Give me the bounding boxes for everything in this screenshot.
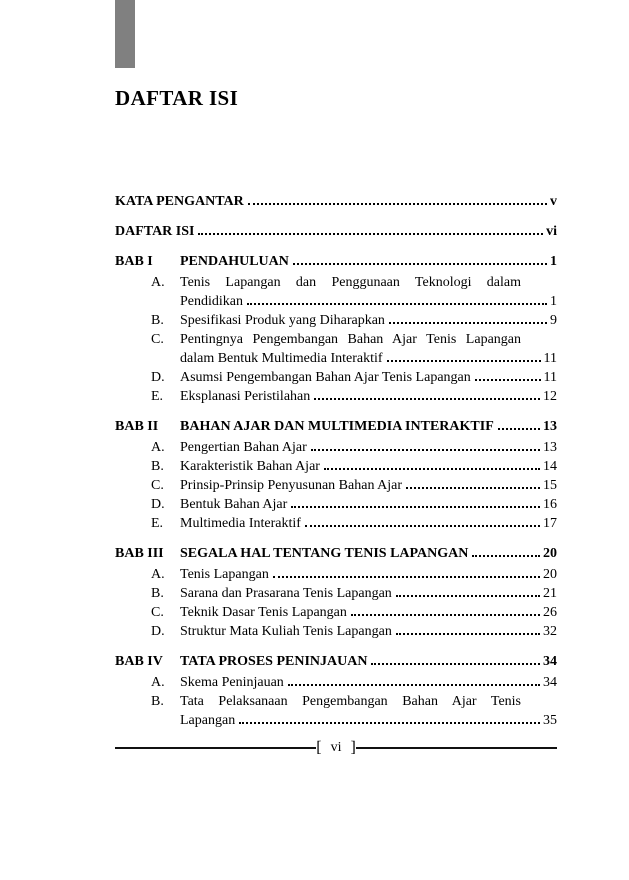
toc-entry-page: 21 (543, 586, 557, 601)
toc-entry-body (180, 584, 557, 603)
toc-entry-page: 32 (543, 624, 557, 639)
toc-entry-label: A. (151, 567, 165, 582)
toc-entry-page: 17 (543, 516, 557, 531)
toc-entry-text-line: Tata Pelaksanaan Pengembangan Bahan Ajar Tenis (180, 694, 521, 709)
toc-entry-page: 20 (543, 567, 557, 582)
toc-entry-leader-line (180, 603, 557, 622)
toc-entry (115, 330, 557, 368)
toc-entry-leader-line (180, 311, 557, 330)
toc-entry-body (180, 311, 557, 330)
toc-entry-page: 1 (550, 254, 557, 269)
toc-entry-leader-line (180, 495, 557, 514)
toc-entry-page: 20 (543, 546, 557, 561)
header-accent-bar (115, 0, 135, 68)
toc-entry-page: 12 (543, 389, 557, 404)
toc-entry (115, 438, 557, 457)
dot-leader (406, 487, 540, 489)
toc-entry (115, 584, 557, 603)
toc-entry-leader-line (180, 349, 557, 368)
dot-leader (247, 303, 547, 305)
toc-entry-leader-line (115, 222, 557, 241)
toc-entry-text: Sarana dan Prasarana Tenis Lapangan (180, 586, 392, 601)
toc-entry-label: BAB III (115, 546, 164, 561)
dot-leader (248, 203, 547, 205)
toc-entry-label: A. (151, 675, 165, 690)
toc-entry-text: PENDAHULUAN (180, 254, 289, 269)
toc-entry-text: Tenis Lapangan (180, 567, 269, 582)
toc-entry (115, 514, 557, 533)
dot-leader (387, 360, 541, 362)
toc-entry-text-line: Pentingnya Pengembangan Bahan Ajar Tenis Lapangan (180, 332, 521, 347)
toc-entry-label: BAB II (115, 419, 159, 434)
toc-entry-body (180, 514, 557, 533)
toc-entry-body (180, 544, 557, 563)
dot-leader (288, 684, 540, 686)
dot-leader (305, 525, 540, 527)
toc-entry-body (180, 330, 557, 368)
footer-bracket-close: ] (350, 739, 356, 756)
toc-entry-page: 9 (550, 313, 557, 328)
toc-entry-label: C. (151, 332, 164, 347)
toc-entry-text: Prinsip-Prinsip Penyusunan Bahan Ajar (180, 478, 403, 493)
toc-entry-text: Asumsi Pengembangan Bahan Ajar Tenis Lapangan (180, 370, 471, 385)
dot-leader (351, 614, 540, 616)
toc-entry-leader-line (180, 476, 557, 495)
toc-entry-label: D. (151, 370, 165, 385)
toc-entry-page: 11 (543, 351, 557, 366)
toc-entry-label: C. (151, 478, 164, 493)
toc-entry-page: v (550, 194, 557, 209)
toc-list (115, 181, 557, 730)
dot-leader (498, 428, 540, 430)
toc-entry-body (180, 476, 557, 495)
toc-entry-leader-line (180, 368, 557, 387)
dot-leader (371, 663, 540, 665)
toc-entry-leader-line (180, 457, 557, 476)
dot-leader (324, 468, 540, 470)
toc-entry (115, 311, 557, 330)
page-title: DAFTAR ISI (115, 86, 239, 110)
toc-entry-label: B. (151, 586, 164, 601)
toc-entry-text: Skema Peninjauan (180, 675, 284, 690)
toc-entry-leader-line (180, 292, 557, 311)
toc-entry-page: 34 (543, 675, 557, 690)
dot-leader (273, 576, 540, 578)
toc-entry-body (180, 603, 557, 622)
toc-entry (115, 252, 557, 271)
toc-entry-body (180, 457, 557, 476)
dot-leader (396, 595, 540, 597)
toc-entry-body (115, 222, 557, 241)
toc-entry-text: Struktur Mata Kuliah Tenis Lapangan (180, 624, 392, 639)
toc-entry-label: D. (151, 497, 165, 512)
toc-entry-text: Pendidikan (180, 294, 243, 309)
toc-entry-page: 14 (543, 459, 557, 474)
toc-entry-page: 13 (543, 440, 557, 455)
toc-entry-text-line: Tenis Lapangan dan Penggunaan Teknologi dalam (180, 275, 521, 290)
toc-entry-leader-line (180, 652, 557, 671)
toc-entry (115, 476, 557, 495)
toc-entry-leader-line (180, 514, 557, 533)
toc-entry-text: Spesifikasi Produk yang Diharapkan (180, 313, 385, 328)
toc-entry-label: A. (151, 275, 165, 290)
toc-entry-text: DAFTAR ISI (115, 224, 195, 239)
toc-entry-label: BAB IV (115, 654, 163, 669)
toc-entry-leader-line (180, 438, 557, 457)
toc-entry-text: TATA PROSES PENINJAUAN (180, 654, 368, 669)
footer-bracket-open: [ (316, 739, 322, 756)
toc-entry (115, 495, 557, 514)
toc-entry-text: Karakteristik Bahan Ajar (180, 459, 320, 474)
toc-entry-body (180, 673, 557, 692)
toc-entry-body (180, 652, 557, 671)
toc-entry-text: dalam Bentuk Multimedia Interaktif (180, 351, 383, 366)
dot-leader (311, 449, 540, 451)
toc-entry-text: Lapangan (180, 713, 236, 728)
toc-entry-leader-line (180, 565, 557, 584)
toc-entry-label: C. (151, 605, 164, 620)
toc-entry (115, 457, 557, 476)
toc-entry (115, 417, 557, 436)
toc-entry (115, 387, 557, 406)
toc-entry-text: Bentuk Bahan Ajar (180, 497, 288, 512)
toc-entry (115, 273, 557, 311)
toc-entry-text: SEGALA HAL TENTANG TENIS LAPANGAN (180, 546, 469, 561)
toc-entry-text: Pengertian Bahan Ajar (180, 440, 307, 455)
toc-entry-body (180, 622, 557, 641)
toc-entry-leader-line (180, 417, 557, 436)
toc-entry (115, 565, 557, 584)
dot-leader (475, 379, 541, 381)
toc-entry-body (180, 252, 557, 271)
toc-entry-text: Teknik Dasar Tenis Lapangan (180, 605, 347, 620)
dot-leader (198, 233, 543, 235)
toc-entry-label: BAB I (115, 254, 153, 269)
toc-entry-label: B. (151, 313, 164, 328)
toc-entry-label: E. (151, 516, 164, 531)
toc-entry (115, 652, 557, 671)
toc-entry (115, 673, 557, 692)
toc-entry-leader-line (180, 622, 557, 641)
toc-entry-body (180, 495, 557, 514)
toc-entry-body (115, 192, 557, 211)
toc-entry-page: 13 (543, 419, 557, 434)
toc-entry (115, 622, 557, 641)
dot-leader (314, 398, 540, 400)
toc-entry-body (180, 438, 557, 457)
toc-entry-page: 34 (543, 654, 557, 669)
toc-entry (115, 544, 557, 563)
toc-entry-page: 26 (543, 605, 557, 620)
toc-entry-text: BAHAN AJAR DAN MULTIMEDIA INTERAKTIF (180, 419, 494, 434)
toc-entry-page: 1 (550, 294, 557, 309)
footer-rule-right (356, 747, 557, 749)
toc-entry-leader-line (180, 387, 557, 406)
toc-entry-body (180, 417, 557, 436)
dot-leader (389, 322, 547, 324)
toc-entry-page: 35 (543, 713, 557, 728)
toc-entry-label: E. (151, 389, 164, 404)
toc-entry (115, 603, 557, 622)
toc-entry-body (180, 273, 557, 311)
toc-entry-body (180, 387, 557, 406)
toc-entry-body (180, 368, 557, 387)
toc-entry-leader-line (115, 192, 557, 211)
toc-entry-body (180, 692, 557, 730)
toc-entry-page: 16 (543, 497, 557, 512)
toc-entry-text: Eksplanasi Peristilahan (180, 389, 311, 404)
toc-entry (115, 692, 557, 730)
toc-entry-leader-line (180, 544, 557, 563)
dot-leader (239, 722, 540, 724)
dot-leader (472, 555, 540, 557)
toc-entry-page: 15 (543, 478, 557, 493)
footer-page-number: vi (330, 740, 342, 755)
dot-leader (396, 633, 540, 635)
toc-entry-label: B. (151, 694, 164, 709)
toc-entry-label: B. (151, 459, 164, 474)
toc-entry (115, 368, 557, 387)
toc-entry-leader-line (180, 584, 557, 603)
toc-entry-text: KATA PENGANTAR (115, 194, 244, 209)
toc-entry-leader-line (180, 673, 557, 692)
toc-entry-leader-line (180, 252, 557, 271)
toc-entry-text: Multimedia Interaktif (180, 516, 301, 531)
toc-entry-body (180, 565, 557, 584)
toc-entry (115, 192, 557, 211)
footer-rule-left (115, 747, 316, 749)
dot-leader (291, 506, 540, 508)
page-footer (115, 740, 557, 756)
toc-entry-leader-line (180, 711, 557, 730)
toc-entry-page: 11 (543, 370, 557, 385)
toc-entry (115, 222, 557, 241)
toc-entry-label: A. (151, 440, 165, 455)
dot-leader (293, 263, 547, 265)
toc-entry-label: D. (151, 624, 165, 639)
toc-entry-page: vi (546, 224, 557, 239)
